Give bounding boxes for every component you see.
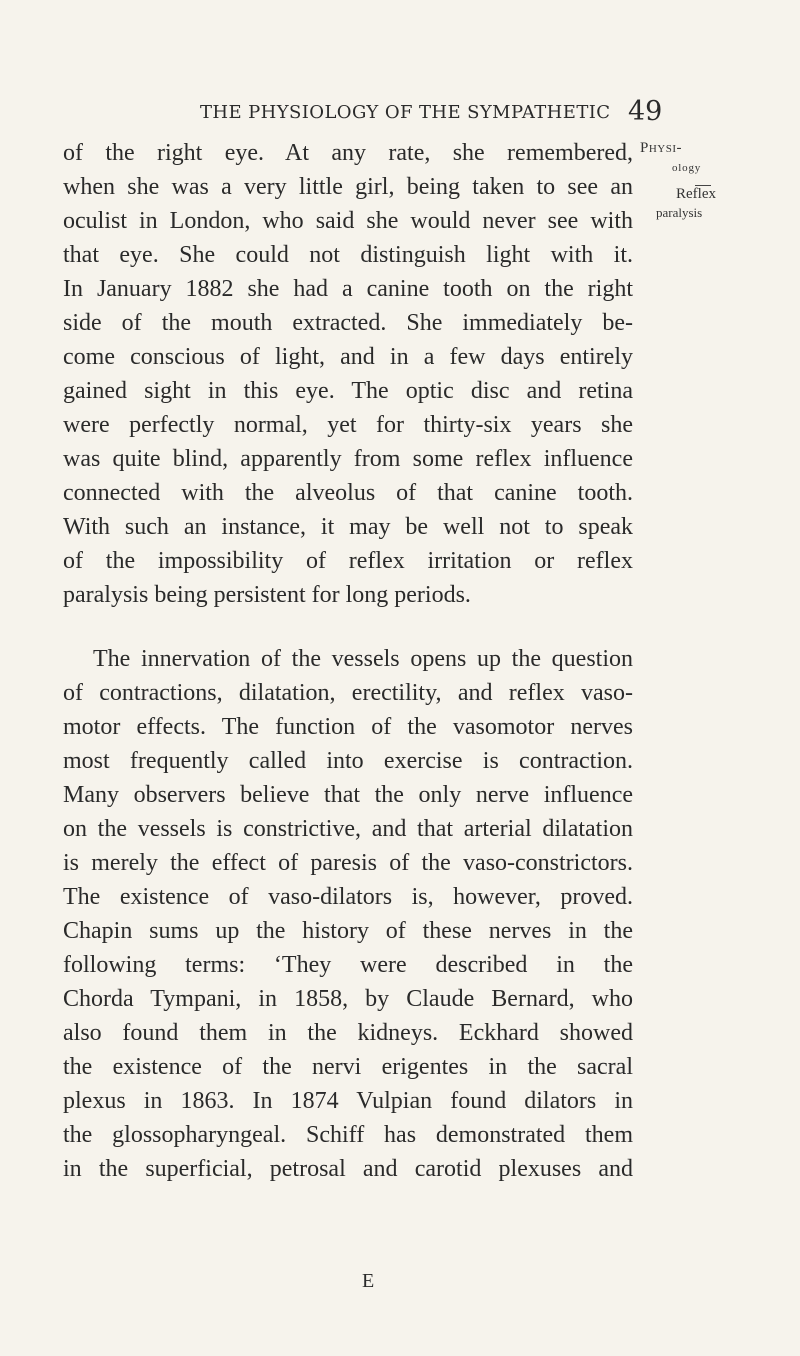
signature-mark: E: [362, 1270, 375, 1292]
text-line: Chapin sums up the history of these nerves in the: [63, 918, 633, 944]
text-line: side of the mouth extracted. She immediately be-: [63, 310, 633, 336]
text-line: gained sight in this eye. The optic disc and retina: [63, 378, 633, 404]
text-line: when she was a very little girl, being taken to see an: [63, 174, 633, 200]
margin-note-line: Reflex: [676, 186, 716, 202]
text-line: motor effects. The function of the vasomotor nerves: [63, 714, 633, 740]
text-line: was quite blind, apparently from some reflex influence: [63, 446, 633, 472]
text-line: is merely the effect of paresis of the vaso-constrictors.: [63, 850, 633, 876]
text-line: that eye. She could not distinguish light with it.: [63, 242, 633, 268]
running-header: THE PHYSIOLOGY OF THE SYMPATHETIC: [200, 102, 611, 123]
text-line: In January 1882 she had a canine tooth on the right: [63, 276, 633, 302]
text-line: in the superficial, petrosal and carotid plexuses and: [63, 1156, 633, 1182]
text-line: on the vessels is constrictive, and that arterial dilatation: [63, 816, 633, 842]
text-line: also found them in the kidneys. Eckhard showed: [63, 1020, 633, 1046]
text-line: following terms: ‘They were described in the: [63, 952, 633, 978]
text-line: of the impossibility of reflex irritation or reflex: [63, 548, 633, 574]
text-line: of the right eye. At any rate, she remembered,: [63, 140, 633, 166]
text-line: The innervation of the vessels opens up the question: [93, 646, 633, 672]
text-line: Chorda Tympani, in 1858, by Claude Bernard, who: [63, 986, 633, 1012]
text-line: connected with the alveolus of that canine tooth.: [63, 480, 633, 506]
text-line: With such an instance, it may be well not to speak: [63, 514, 633, 540]
text-line: paralysis being persistent for long periods.: [63, 582, 471, 608]
text-line: The existence of vaso-dilators is, however, proved.: [63, 884, 633, 910]
text-line: come conscious of light, and in a few days entirely: [63, 344, 633, 370]
text-line: were perfectly normal, yet for thirty-six years she: [63, 412, 633, 438]
margin-note-line: Physi-: [640, 140, 683, 156]
text-line: the glossopharyngeal. Schiff has demonstrated them: [63, 1122, 633, 1148]
margin-note-line: paralysis: [656, 205, 703, 220]
text-line: oculist in London, who said she would never see with: [63, 208, 633, 234]
margin-note-line: ology: [672, 162, 702, 174]
page-number: 49: [628, 96, 663, 127]
text-line: of contractions, dilatation, erectility, and reflex vaso-: [63, 680, 633, 706]
text-line: plexus in 1863. In 1874 Vulpian found dilators in: [63, 1088, 633, 1114]
text-line: most frequently called into exercise is contraction.: [63, 748, 633, 774]
text-line: Many observers believe that the only nerve influence: [63, 782, 633, 808]
text-line: the existence of the nervi erigentes in the sacral: [63, 1054, 633, 1080]
